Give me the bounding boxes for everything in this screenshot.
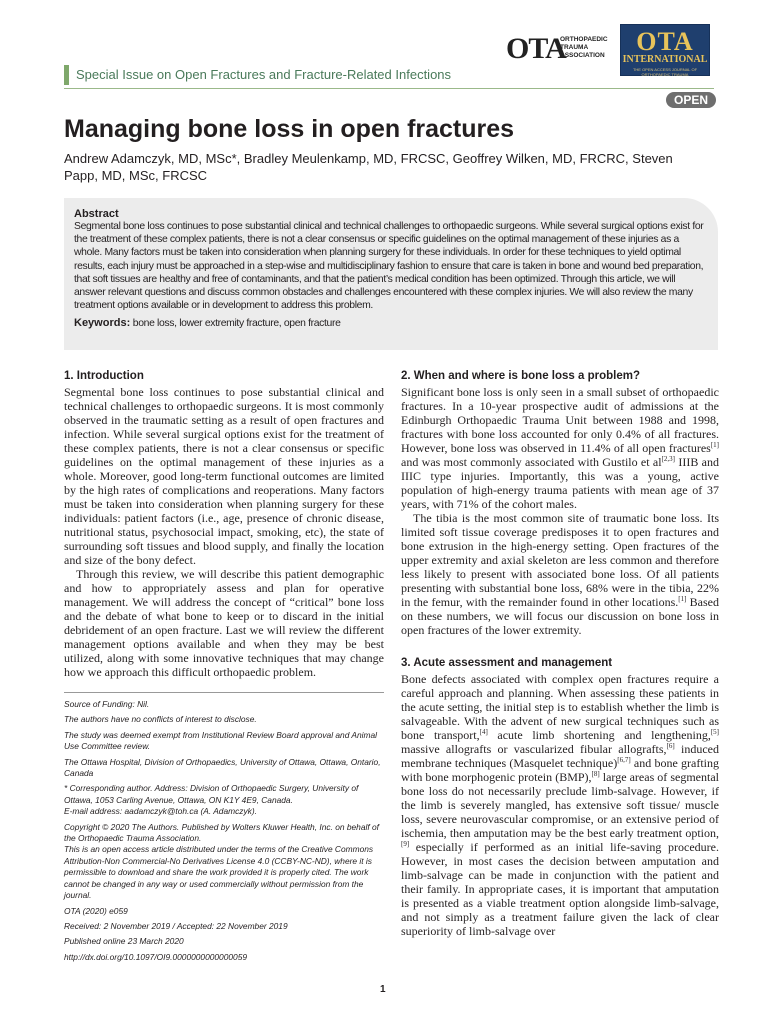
paragraph-text: IIIB and IIIC type injuries. Importantly, this was a young, active population of high-energy trauma patients with mean age of 37 years, with 71% of the cohort males.: [401, 455, 719, 511]
footnote-irb: The study was deemed exempt from Institutional Review Board approval and Animal Use Committee review.: [64, 729, 377, 752]
ota-logo-text: OTA: [506, 32, 566, 65]
footnote-funding: Source of Funding: Nil.: [64, 699, 150, 709]
citation-ref[interactable]: [4]: [479, 728, 488, 736]
footnote-copyright: Copyright © 2020 The Authors. Published by Wolters Kluwer Health, Inc. on behalf of the Orthopaedic Trauma Association.: [64, 821, 379, 844]
footnote-published: Published online 23 March 2020: [64, 936, 184, 947]
paragraph: [401, 672, 719, 938]
keywords-line: [74, 317, 708, 330]
author-list: Andrew Adamczyk, MD, MSc*, Bradley Meulenkamp, MD, FRCSC, Geoffrey Wilken, MD, FRCRC, Steven Papp, MD, MSc, FRCSC: [64, 151, 673, 183]
issue-accent-bar: [64, 65, 69, 85]
abstract-box: [64, 198, 718, 350]
intl-logo-tagline: THE OPEN ACCESS JOURNAL OF ORTHOPAEDIC TRAUMA: [632, 67, 698, 77]
footnote-divider: [64, 692, 384, 693]
paragraph: Segmental bone loss continues to pose substantial clinical and technical challenges to orthopaedic surgeons. It is most commonly observed in the traumatic setting as a result of open fractures and infection. While several surgical options exist for the treatment of these complex patients, there is not a clear consensus or specific guidelines on the optimal management of these injuries as a whole. Moreover, good long-term functional outcomes are limited by the high rates of complications and reoperations. Many factors must be taken into consideration when planning surgery for these individuals: patient factors (i.e., age, presence of chronic disease, nutritional status, psychosocial impact, smoking, etc), the state of surrounding soft tissues and blood supply, and finally the location and size of the bony defect.: [64, 385, 384, 567]
keywords-label: Keywords:: [74, 317, 131, 330]
footnote-conflicts: The authors have no conflicts of interest to disclose.: [64, 714, 257, 725]
paragraph-text: massive allografts or vascularized fibular allografts,: [401, 742, 667, 756]
article-title: Managing bone loss in open fractures: [64, 115, 515, 143]
paragraph: [401, 385, 719, 511]
section-heading: 3. Acute assessment and management: [401, 657, 613, 669]
paragraph-text: The tibia is the most common site of traumatic bone loss. Its limited soft tissue coverage predisposes it to open fractures and bone extrusion in the high-energy setting. Open fractures of the upper extremity and axial skeleton are less common and therefore less likely to present with associated bone loss. Of all patients presenting with substantial bone loss, 68% were in the tibia, 22% in the femur, with the remainder found in other locations.: [401, 511, 719, 609]
paragraph-text: Bone defects associated with complex open fractures require a careful approach and planning. When assessing these patients in the acute setting, the initial step is to establish whether the limb is salvageable. With the advent of new surgical techniques such as bone transport,: [401, 672, 719, 742]
paragraph-text: large areas of segmental bone loss do not necessarily preclude limb-salvage. However, if the limb is severely mangled, has extensive soft tissue/ muscle loss, severe neurovascular compromise, or an extensive period of ischemia, then amputation may be the best early treatment option,: [401, 770, 720, 840]
footnote-affiliation: The Ottawa Hospital, Division of Orthopaedics, University of Ottawa, Ottawa, Ontario, Canada: [64, 756, 381, 779]
abstract-text: Segmental bone loss continues to pose substantial clinical and technical challenges to orthopaedic surgeons. While several surgical options exist for the treatment of these complex patients, there is not a clear consensus or specific guidelines on the optimal management of these injuries as a whole. Many factors must be taken into consideration when planning surgery for these individuals. In order for these techniques to yield optimal results, each injury must be approached in a step-wise and multidisciplinary fashion to ensure that care is taken in bone and wound bed preparation, that soft tissues are healthy and free of contaminants, and that the patient’s medical condition has been optimized. Through this article, we will answer relevant questions and discuss common obstacles and challenges encountered with these complex injuries. We will also review the many treatment options available or in development to address this problem.: [74, 221, 704, 312]
citation-ref[interactable]: [9]: [401, 840, 410, 848]
intl-logo-text: OTA: [636, 27, 694, 56]
footnote-dates: Received: 2 November 2019 / Accepted: 22 November 2019: [64, 920, 288, 931]
right-column: [401, 368, 719, 938]
citation-ref[interactable]: [2,3]: [661, 455, 676, 463]
citation-ref[interactable]: [6]: [666, 742, 675, 750]
section-gap: [401, 637, 719, 655]
intl-logo-sub: INTERNATIONAL: [622, 54, 708, 65]
paragraph-text: especially if performed as an initial life-saving procedure. However, in most cases the decision between amputation and limb-salvage can be made in conjunction with the patient and their family. In appropriate cases, it is important that amputation is presented as a viable treatment option alongside limb-salvage, and not simply as a treatment failure given the lack of clear superiority of limb-salvage over: [401, 840, 719, 938]
page-number: 1: [380, 984, 386, 995]
left-column: [64, 368, 384, 679]
citation-ref[interactable]: [1]: [678, 595, 687, 603]
open-access-badge: OPEN: [666, 92, 716, 108]
footnote-doi[interactable]: http://dx.doi.org/10.1097/OI9.0000000000000059: [64, 951, 248, 962]
citation-ref[interactable]: [1]: [710, 441, 719, 449]
paragraph-text: Significant bone loss is only seen in a small subset of orthopaedic fractures. In a 10-year prospective audit of admissions at the Edinburgh Orthopaedic Trauma Unit between 1988 and 1998, fractures with bone loss accounted for only 0.4% of all fractures. However, bone loss was observed in 11.4% of all open fractures: [401, 385, 719, 455]
section-heading: 2. When and where is bone loss a problem?: [401, 370, 640, 382]
paragraph-text: and was most commonly associated with Gustilo et al: [401, 455, 662, 469]
footnotes: [64, 699, 384, 967]
citation-ref[interactable]: [5]: [710, 728, 719, 736]
ota-logo-sub: [560, 36, 608, 60]
abstract-heading: Abstract: [74, 208, 119, 220]
ota-international-logo: [620, 24, 710, 76]
footnote-license: This is an open access article distributed under the terms of the Creative Commons Attribution-Non Commercial-No Derivatives License 4.0 (CCBY-NC-ND), where it is permissible to download and share the work provided it is properly cited. The work cannot be changed in any way or used commercially without permission from the journal.: [64, 844, 374, 901]
footnote-email: E-mail address: aadamczyk@toh.ca (A. Adamczyk).: [64, 806, 257, 817]
citation-ref[interactable]: [6,7]: [617, 756, 631, 764]
paragraph-text: and bone grafting with bone morphogenic protein (BMP),: [401, 756, 719, 784]
paragraph-text: Based on these numbers, we will focus our discussion on bone loss in open fractures of the lower extremity.: [401, 595, 720, 637]
paragraph-text: acute limb shortening and lengthening,: [487, 728, 711, 742]
ota-logo-sub-line: ORTHOPAEDIC: [560, 36, 608, 43]
special-issue-label: Special Issue on Open Fractures and Fracture-Related Infections: [76, 67, 452, 82]
ota-logo-sub-line: ASSOCIATION: [560, 52, 605, 59]
footnote-corresponding: * Corresponding author. Address: Division of Orthopaedic Surgery, University of Ottawa, 1053 Carling Avenue, Ottawa, ON K1Y 4E9, Canada.: [64, 783, 359, 805]
paragraph-text: induced membrane techniques (Masquelet technique): [401, 742, 719, 770]
paragraph: Through this review, we will describe this patient demographic and how to appropriately assess and plan for operative management. We will address the concept of “critical” bone loss and the debate of what bone to keep or to discard in the initial debridement of an open fracture. Last we will review the different management options available and when they may be best utilized, along with some innovative techniques that may change how we approach this difficult orthopaedic problem.: [64, 567, 384, 679]
paragraph: [401, 511, 719, 637]
section-heading: 1. Introduction: [64, 370, 144, 382]
ota-logo-sub-line: TRAUMA: [560, 44, 589, 51]
header-divider: [64, 88, 714, 89]
ota-logo: [506, 30, 614, 68]
citation-ref[interactable]: [8]: [591, 770, 600, 778]
keywords-value: bone loss, lower extremity fracture, open fracture: [132, 318, 341, 330]
footnote-citation: OTA (2020) e059: [64, 905, 128, 916]
